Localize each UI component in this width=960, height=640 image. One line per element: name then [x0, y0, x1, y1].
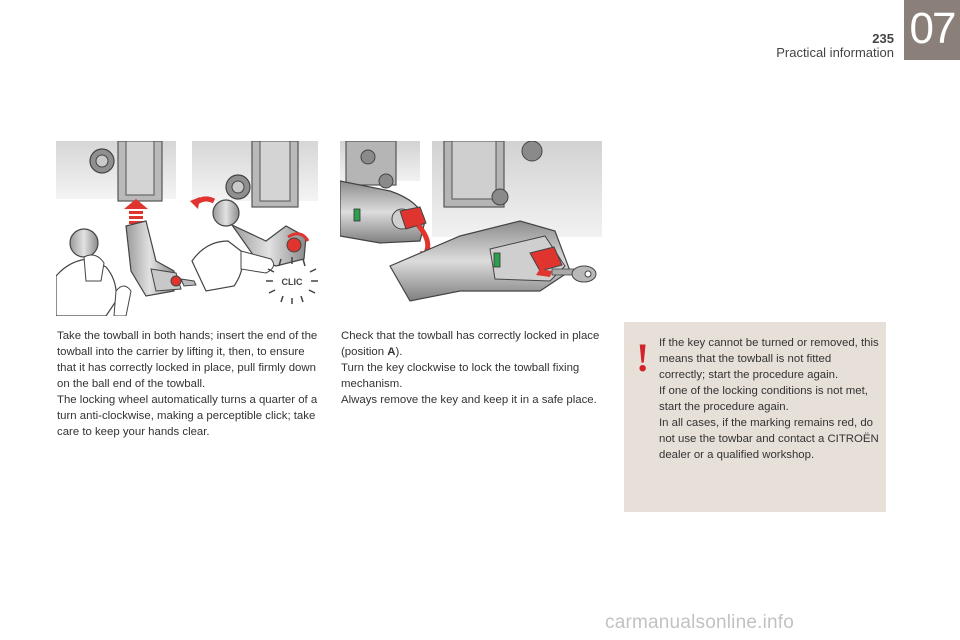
warning-box [624, 322, 886, 512]
paragraph: If the key cannot be turned or removed, this means that the towball is not fitted correctly; start the procedure again. [659, 337, 879, 381]
text-run: ). [395, 346, 403, 358]
paragraph: The locking wheel automatically turns a quarter of a turn anti-clockwise, making a perceptible click; take care to keep your hands clear. [57, 394, 318, 438]
clic-label: CLIC [281, 277, 303, 287]
chapter-tab: 07 [904, 0, 960, 60]
towball-insert-illustration [56, 141, 318, 316]
exclamation-icon: ! [636, 335, 650, 380]
instructions-column-1 [57, 328, 322, 440]
page-number: 235 [872, 31, 894, 46]
paragraph: In all cases, if the marking remains red, do not use the towbar and contact a CITROËN dealer or a qualified workshop. [659, 417, 879, 461]
paragraph [341, 328, 606, 360]
text-run: Check that the towball has correctly locked in place (position [341, 330, 600, 358]
up-arrow-icon [124, 199, 148, 224]
paragraph: Take the towball in both hands; insert the end of the towball into the carrier by lifting it, then, to ensure that it has correctly locked in place, pull firmly down on the ball end of the towball. [57, 330, 318, 390]
instructions-column-2 [341, 328, 606, 408]
key-lock-illustration [340, 141, 602, 316]
paragraph: Always remove the key and keep it in a safe place. [341, 394, 597, 406]
position-label: A [387, 346, 396, 358]
paragraph: Turn the key clockwise to lock the towball fixing mechanism. [341, 362, 580, 390]
section-title: Practical information [776, 45, 894, 60]
watermark: carmanualsonline.info [605, 612, 795, 633]
paragraph: If one of the locking conditions is not met, start the procedure again. [659, 385, 868, 413]
warning-text [659, 335, 879, 463]
